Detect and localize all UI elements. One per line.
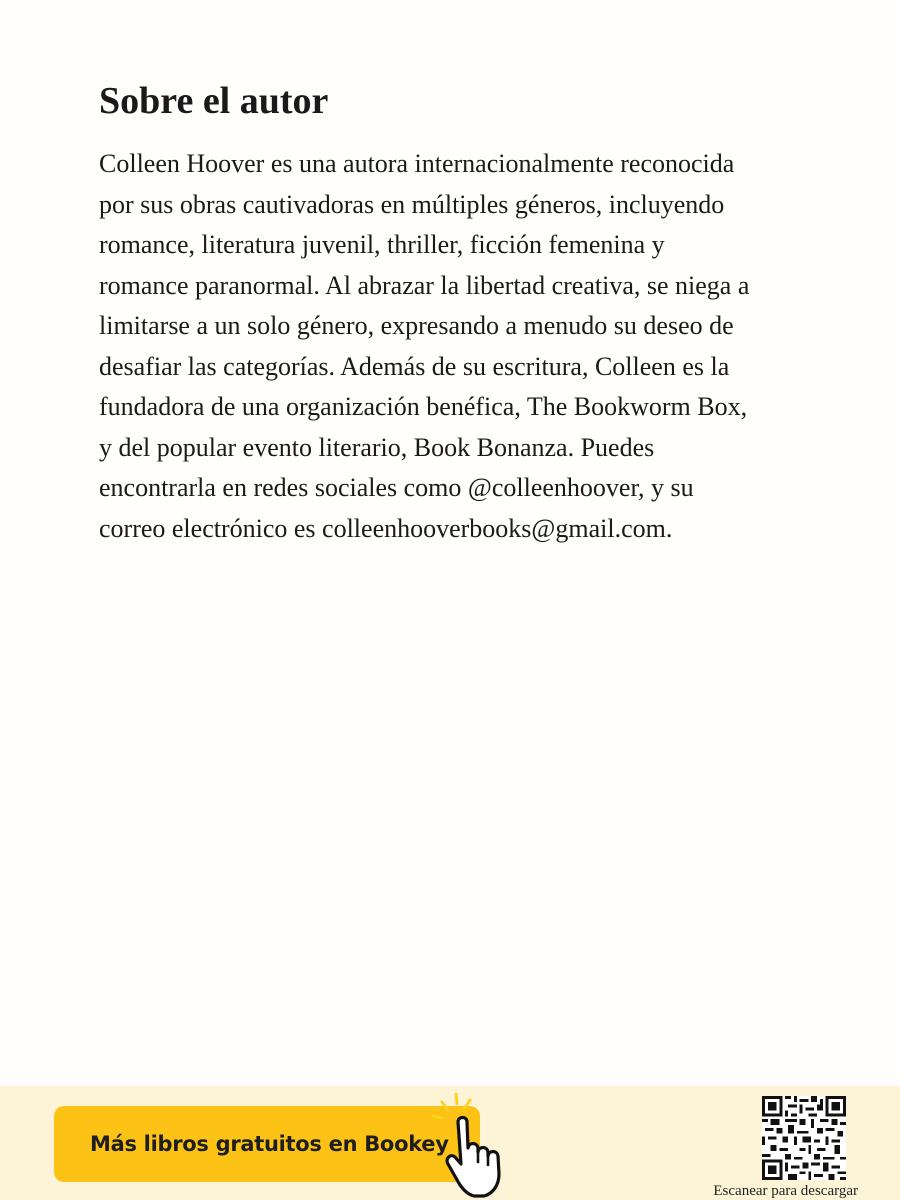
bio-line: y del popular evento literario, Book Bonanza. Puedes [99, 432, 655, 462]
section-title: Sobre el autor [99, 80, 329, 122]
bio-line: romance paranormal. Al abrazar la libertad creativa, se niega a [99, 270, 750, 300]
bio-line: fundadora de una organización benéfica, The Bookworm Box, [99, 392, 748, 421]
footer-banner [0, 1086, 900, 1200]
bio-line: Colleen Hoover es una autora internacionalmente reconocida [99, 149, 735, 178]
pointing-hand-icon [428, 1090, 524, 1200]
cta-label: Más libros gratuitos en Bookey [90, 1132, 449, 1156]
about-author-section [99, 78, 829, 549]
more-free-books-button[interactable] [54, 1106, 480, 1182]
bio-line: por sus obras cautivadoras en múltiples géneros, incluyendo [99, 189, 725, 219]
bio-line: correo electrónico es colleenhooverbooks@gmail.com. [99, 513, 673, 543]
qr-code-icon[interactable] [762, 1096, 846, 1180]
bio-line: romance, literatura juvenil, thriller, ficción femenina y [99, 230, 665, 259]
bio-line: encontrarla en redes sociales como @colleenhoover, y su [99, 473, 694, 502]
bio-line: desafiar las categorías. Además de su escritura, Colleen es la [99, 351, 730, 381]
qr-caption: Escanear para descargar [713, 1183, 858, 1199]
bio-line: limitarse a un solo género, expresando a menudo su deseo de [99, 311, 734, 340]
author-bio [99, 144, 829, 549]
